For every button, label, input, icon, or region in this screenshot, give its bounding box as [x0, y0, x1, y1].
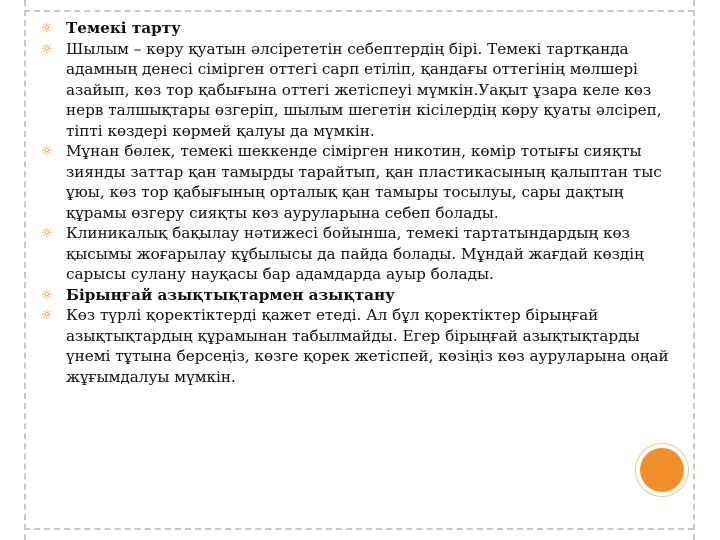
bullet-item-nutrients [40, 305, 680, 387]
decorative-circle [640, 448, 684, 492]
sun-dial-icon: ☼ [41, 41, 53, 57]
bullet-item-heading-diet [40, 285, 680, 306]
frame-top-border [24, 10, 694, 12]
bullet-item-clinical [40, 223, 680, 285]
frame-left-border [24, 0, 26, 540]
slide-content [40, 18, 680, 387]
bullet-text: Клиникалық бақылау нәтижесі бойынша, темекі тартатындардың көз қысымы жоғарылау құбылысы да пайда болады. Мұндай жағдай көздің сарысы сулану науқасы бар адамдарда ауыр болады. [66, 224, 644, 283]
frame-right-border [693, 0, 695, 540]
bullet-text: Көз түрлі қоректіктерді қажет етеді. Ал бұл қоректіктер бірыңғай азықтықтардың құрамынан табылмайды. Егер бірыңғай азықтықтарды үнемі тұтына берсеңіз, көзге қорек жетіспей, көзіңіз көз ауруларына оңай жұғымдалуы мүмкін. [66, 306, 669, 386]
bullet-text: Темекі тарту [66, 19, 181, 37]
bullet-item-nicotine [40, 141, 680, 223]
bullet-text: Шылым – көру қуатын әлсірететін себептердің бірі. Темекі тартқанда адамның денесі сімірген оттегі сарп етіліп, қандағы оттегінің мөлшері азайып, көз тор қабығына оттегі жетіспеуі мүмкін.Уақыт ұзара келе көз нерв талшықтары өзгеріп, шылым шегетін кісілердің көру қуаты әлсіреп, тіпті көздері көрмей қалуы да мүмкін. [66, 39, 662, 140]
sun-dial-icon: ☼ [41, 287, 53, 303]
sun-dial-icon: ☼ [41, 144, 53, 159]
sun-dial-icon: ☼ [41, 226, 53, 241]
bullet-text: Мұнан бөлек, темекі шеккенде сімірген никотин, көмір тотығы сияқты зиянды заттар қан тамырды тарайтып, қан пластикасының қалыптан тыс ұюы, көз тор қабығының орталық қан тамыры тосылуы, сары дақтың құрамы өзгеру сияқты көз ауруларына себеп болады. [66, 142, 662, 222]
bullet-item-heading-smoking [40, 18, 680, 39]
sun-dial-icon: ☼ [41, 21, 53, 36]
frame-bottom-border [24, 528, 694, 530]
sun-dial-icon: ☼ [41, 308, 53, 323]
bullet-item-smoking-effect [40, 39, 680, 142]
bullet-text: Бірыңғай азықтықтармен азықтану [66, 285, 395, 304]
